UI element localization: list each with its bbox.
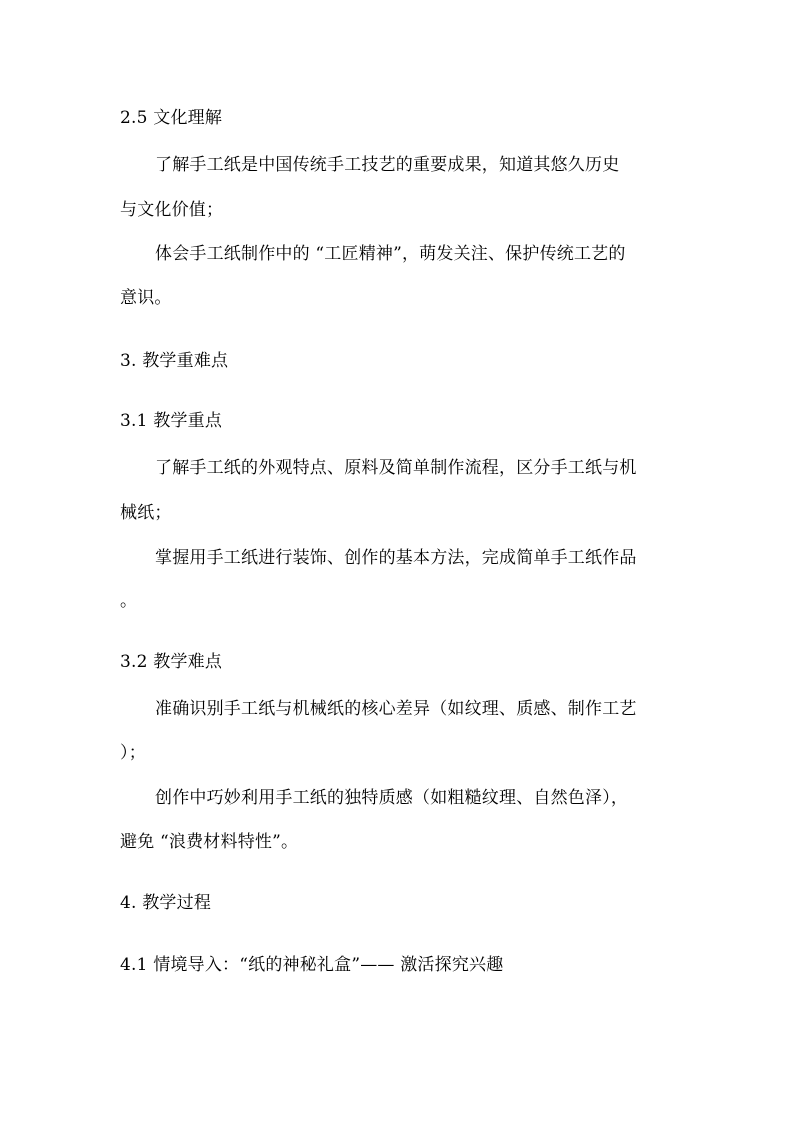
paragraph-line: ）； [120, 743, 146, 763]
section-3-1-title: 3.1 教学重点 [120, 411, 223, 431]
paragraph-line: 械纸； [120, 503, 172, 523]
section-3-title: 3. 教学重难点 [120, 351, 229, 371]
paragraph-line: 掌握用手工纸进行装饰、创作的基本方法，完成简单手工纸作品 [155, 548, 637, 568]
section-2-5-title: 2.5 文化理解 [120, 108, 223, 128]
paragraph-line: 准确识别手工纸与机械纸的核心差异（如纹理、质感、制作工艺 [155, 699, 637, 719]
section-4-1-title: 4.1 情境导入：“纸的神秘礼盒”—— 激活探究兴趣 [120, 955, 504, 975]
paragraph-line: 了解手工纸是中国传统手工技艺的重要成果，知道其悠久历史 [155, 155, 620, 175]
section-4-title: 4. 教学过程 [120, 893, 212, 913]
paragraph-line: 了解手工纸的外观特点、原料及简单制作流程，区分手工纸与机 [155, 458, 637, 478]
paragraph-line: 与文化价值； [120, 200, 224, 220]
paragraph-line: 创作中巧妙利用手工纸的独特质感（如粗糙纹理、自然色泽）， [155, 788, 629, 808]
paragraph-line: 体会手工纸制作中的 “工匠精神”，萌发关注、保护传统工艺的 [155, 244, 626, 264]
paragraph-line: 意识。 [120, 288, 172, 308]
section-3-2-title: 3.2 教学难点 [120, 652, 223, 672]
paragraph-line: 避免 “浪费材料特性”。 [120, 832, 299, 852]
paragraph-line: 。 [120, 591, 138, 611]
